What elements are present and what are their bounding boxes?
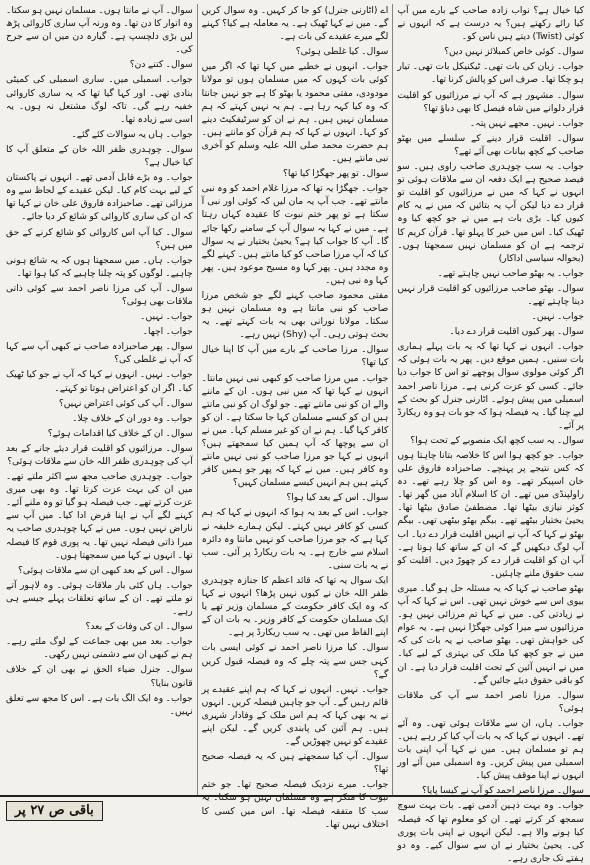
column-right [397, 4, 584, 864]
interview-paragraph: سوال۔ یہ سب کچھ ایک منصوبے کے تحت ہوا؟ [410, 434, 584, 446]
interview-paragraph: مفتی محمود صاحب کہنے لگے جو شخص مرزا صاحب کو نبی مانتا ہے وہ مسلمان نہیں ہو سکتا۔ مولانا نورانی بھی یہ بات کہتے تھے۔ یہ بحث ہوتی رہی۔ آپ (Shy) نہیں رہے۔ [201, 289, 389, 341]
interview-paragraph: سوال۔ مرزا ناصر احمد کو آپ نے کیسا پایا؟ [421, 785, 584, 797]
interview-paragraph: سوال۔ تو پھر جھگڑا کیا تھا؟ [282, 168, 389, 180]
interview-paragraph: سوال۔ چوہدری ظفر اللہ خان کے متعلق آپ کا کیا خیال ہے؟ [6, 143, 193, 169]
interview-paragraph: سوال۔ اس کے بعد کبھی ان سے ملاقات ہوئی؟ [18, 564, 193, 576]
interview-paragraph: جواب۔ ہاں۔ میں سمجھتا ہوں کہ یہ شائع ہونی چاہیے۔ لوگوں کو پتہ چلنا چاہیے کہ کیا ہوا تھا۔ [6, 254, 193, 279]
interview-paragraph: جواب۔ وہ بڑے قابل آدمی تھے۔ انہوں نے پاکستان کے لیے بہت کام کیا۔ لیکن عقیدے کے لحاظ سے وہ مرزائی تھے۔ صاحبزادہ فاروق علی خان نے کہا تھا کہ ان کی ساری کاروائی کو شائع کر دیا جائے۔ [6, 172, 193, 223]
interview-paragraph: جواب۔ ہاں، ان سے ملاقات ہوئی تھی۔ وہ آئے تھے۔ انہوں نے کہا کہ یہ بات آپ کیا کر رہے ہیں۔ ہم تو مسلمان ہیں۔ میں نے کہا آپ اپنی بات اسمبلی میں پیش کریں۔ وہ اسمبلی میں آئے اور انہوں نے اپنا موقف پیش کیا۔ [397, 717, 584, 782]
interview-paragraph: سوال۔ ان کے خلاف کیا اقدامات ہوئے؟ [47, 427, 193, 439]
interview-paragraph: سوال۔ آپ کی کوئی اعتراض نہیں؟ [58, 397, 193, 409]
interview-paragraph: جواب۔ یہ سب چوہدری صاحب راوی ہیں۔ سو فیصد صحیح ہے ایک دفعہ ان سے ملاقات ہوئی تو انہوں نے کہا کہ میں نے مرزائیوں کو اقلیت تو قرار دے دیا لیکن آپ یہ بتائیں کہ میں نے یہ کام کیوں کیا۔ بڑی بات ہے میں نے جو کچھ کیا وہ ٹھیک کیا۔ اس میں خیر کا پہلو تھا۔ قرآن کریم کا ترجمہ ہے ان کو مسلمان نہیں سمجھتا ہوں۔ (بحوالہ سیاسی اداکار) [397, 161, 584, 264]
interview-paragraph: اے (اٹارنی جنرل) کو جا کر کہیں۔ وہ سوال کریں گے۔ میں نے کہا ٹھیک ہے۔ یہ معاملہ ہے کیا؟ کہنے لگے میرے عقیدے کی بات ہے۔ [201, 5, 389, 43]
interview-paragraph: سوال۔ مرزا صاحب کے بارے میں آپ کا اپنا خیال کیا تھا؟ [201, 344, 389, 369]
interview-paragraph: جواب۔ زبان کی بات تھی۔ ٹیکنیکل بات تھی۔ تیار ہو چکا تھا۔ صرف اس کو پالش کرنا تھا۔ [397, 61, 584, 86]
interview-paragraph: جواب۔ میرے نزدیک فیصلہ صحیح تھا۔ جو ختم نبوت کا منکر ہے وہ مسلمان نہیں ہو سکتا۔ یہ سب کا متفقہ فیصلہ تھا۔ اس میں کسی کا اختلاف نہیں تھا۔ [201, 779, 389, 830]
continued-on-label: باقی ص ۲۷ پر [6, 801, 103, 821]
interview-paragraph: سوال۔ ان کی وفات کے بعد؟ [85, 621, 193, 633]
interview-paragraph: کیا خیال ہے؟ نواب زادہ صاحب کے بارے میں آپ کیا رائے رکھتے ہیں؟ یہ درست ہے کہ انہوں نے کوئی (Twist) دیتے ہیں ناس کو۔ [397, 5, 584, 43]
interview-paragraph: جواب۔ وہ بہت ذہین آدمی تھے۔ بات بہت سوچ سمجھ کر کرتے تھے۔ ان کو معلوم تھا کہ فیصلہ کیا ہونے والا ہے۔ لیکن انہوں نے اپنی بات پوری کی۔ یحییٰ بختیار نے ان سے سوال کیے۔ وہ دو ہفتے تک جاری رہے۔ [397, 800, 584, 864]
interview-paragraph: جواب۔ چوہدری صاحب مجھ سے اکثر ملتے تھے۔ میں ان کی بہت عزت کرتا تھا۔ وہ بھی میری عزت کرتے تھے۔ جب فیصلہ ہو گیا تو وہ ملنے آئے۔ کہنے لگے آپ نے اپنا فرض ادا کیا۔ میں آپ سے ناراض نہیں ہوں۔ میں نے کہا چوہدری صاحب یہ میرا ذاتی فیصلہ نہیں تھا۔ یہ پوری قوم کا فیصلہ تھا۔ انہوں نے کہا میں سمجھتا ہوں۔ [6, 471, 193, 561]
interview-paragraph: سوال۔ بھٹو صاحب مرزائیوں کو اقلیت قرار نہیں دینا چاہتے تھے۔ [397, 282, 584, 307]
interview-paragraph: بھٹو صاحب نے کہا کہ یہ مسئلہ حل ہو گیا۔ میری بیوی اس سے خوش نہیں تھی۔ اس نے کہا کہ آپ نے زیادتی کی۔ میں نے کہا تم مرزائی نہیں ہو۔ مرزائیوں سے میرا کوئی جھگڑا نہیں ہے۔ یہ عوام کی خواہش تھی۔ بھٹو صاحب نے یہ بات کی کہ میں نے جو کچھ کیا ملک کی بہتری کے لیے کیا۔ میں نے انہیں آئین کے تحت اقلیت قرار دیا ہے۔ ان کو باقی حقوق دیئے جائیں گے۔ [397, 582, 584, 686]
interview-paragraph: سوال۔ کیا غلطی ہوئی؟ [295, 46, 389, 58]
interview-paragraph: سوال۔ کوئی خاص کمبلائز نہیں دیں؟ [444, 46, 584, 58]
interview-paragraph: ایک سوال یہ تھا کہ قائد اعظم کا جنازہ چوہدری ظفر اللہ خان نے کیوں نہیں پڑھا؟ انہوں نے کہا کہ وہ ایک کافر حکومت کے مسلمان وزیر تھے یا ایک مسلمان حکومت کے کافر وزیر۔ یہ بات ان کے اپنے الفاظ میں تھی۔ یہ سب ریکارڈ پر ہے۔ [201, 574, 389, 639]
page-footer [0, 795, 590, 823]
column-divider [392, 4, 393, 796]
interview-paragraph: جواب۔ نہیں۔ [140, 311, 193, 323]
interview-paragraph: جواب۔ اس کے بعد یہ ہوا کہ انہوں نے کہا کہ ہم کسی کو کافر نہیں کہتے۔ لیکن ہمارے خلیفہ نے کہا ہے کہ جو مرزا صاحب کو نہیں مانتا وہ دائرہ اسلام سے خارج ہے۔ یہ بات ریکارڈ پر آئی۔ سب نے یہ بات سنی۔ [201, 507, 389, 571]
interview-paragraph: جواب۔ نہیں۔ انہوں نے کہا کہ ہم اپنے عقیدے پر قائم رہیں گے۔ آپ جو چاہیں فیصلہ کریں۔ انہوں نے یہ بھی کہا کہ ہم اس ملک کے وفادار شہری ہیں۔ ہم آئین کی پابندی کریں گے۔ لیکن اپنے عقیدے کو نہیں چھوڑیں گے۔ [201, 683, 389, 748]
interview-paragraph: سوال۔ مشہور ہے کہ آپ نے مرزائیوں کو اقلیت قرار دلوانے میں شاہ فیصل کا بھی دباؤ تھا؟ [397, 89, 584, 114]
interview-paragraph: سوال۔ جنرل ضیاء الحق نے بھی ان کے خلاف قانون بنایا؟ [6, 664, 193, 689]
interview-paragraph: سوال۔ پھر کیوں اقلیت قرار دے دیا۔ [449, 326, 584, 338]
interview-paragraph: جواب۔ انہوں نے خطبے میں کہا تھا کہ اگر میں کوئی بات کہوں کہ میں مسلمان ہوں تو مولانا مودودی، مفتی محمود یا بھٹو کا ہے جو نہیں جانتا کہ وہ کیا کہہ رہا ہے۔ ہم یہ نہیں کہتے کہ ہم مسلمان نہیں ہیں۔ ہم نے ان کو سرٹیفکیٹ دینے کو کہا۔ انہوں نے کہا کہ ہم قرآن کو مانتے ہیں۔ ہم حضرت محمد صلی اللہ علیہ وسلم کو آخری نبی مانتے ہیں۔ [201, 61, 389, 165]
interview-paragraph: جواب۔ میں مرزا صاحب کو کبھی نبی نہیں مانتا۔ انہوں نے کہا تھا کہ میں نبی ہوں۔ ان کے ماننے والے ان کو نبی مانتے تھے۔ جو لوگ ان کو نبی مانتے ہیں ان کو کیسے مسلمان کہا جا سکتا ہے۔ ان کو کافر کہا گیا۔ ہم نے ان کو غیر مسلم کہا۔ میں نے ان سے پوچھا کہ آپ ہمیں کیا سمجھتے ہیں؟ انہوں نے کہا جو مرزا صاحب کو نبی نہیں مانتے وہ کافر ہیں۔ میں نے کہا کہ پھر جو ہمیں کافر کہتے ہیں ہم انہیں کیسے مسلمان کہیں؟ [201, 372, 389, 489]
interview-paragraph: جواب۔ انہوں نے کہا تھا کہ یہ بات پہلے ہماری بات سنیں۔ ہمیں موقع دیں۔ پھر یہ بات ہوئی کہ اگر کوئی مولوی سوال پوچھے تو اس کا جواب دیا جائے۔ کسی کو عزت کرنی ہے۔ مرزا ناصر احمد اسمبلی میں پیش ہوئے۔ اٹارنی جنرل کو بحث کے لیے چنا گیا۔ یہ فیصلہ ہوا کہ جو بات ہو وہ ریکارڈ پر آئے۔ [397, 341, 584, 431]
interview-paragraph: سوال۔ کتنے دن؟ [129, 59, 193, 71]
interview-paragraph: سوال۔ اس کے بعد کیا ہوا؟ [286, 492, 389, 504]
interview-paragraph: جواب۔ اسمبلی میں۔ ساری اسمبلی کی کمیٹی بنادی تھی۔ اور کہا گیا تھا کہ یہ ساری کاروائی خفیہ رہے گی۔ تاکہ لوگ مشتعل نہ ہوں۔ یہ اسی سے زیادہ تھا۔ [6, 74, 193, 125]
interview-paragraph: سوال۔ پھر صاحبزادہ صاحب نے کبھی آپ سے کہا کہ آپ نے غلطی کی؟ [6, 341, 193, 366]
interview-paragraph: سوال۔ اقلیت قرار دینے کے سلسلے میں بھٹو صاحب کے کچھ بیانات بھی آئے تھے؟ [397, 132, 584, 157]
interview-paragraph: جواب۔ وہ ایک الگ بات ہے۔ اس کا مجھ سے تعلق نہیں۔ [6, 692, 193, 717]
interview-paragraph: سوال۔ مرزائیوں کو اقلیت قرار دیئے جانے کے بعد آپ کی چوہدری ظفر اللہ خان سے ملاقات ہوئی؟ [6, 442, 193, 467]
interview-paragraph: جواب۔ یہ بھٹو صاحب نہیں چاہتے تھے۔ [437, 267, 584, 279]
interview-paragraph: جواب۔ ہاں کئی بار ملاقات ہوئی۔ وہ لاہور آتے تو ملتے تھے۔ ان کے ساتھ تعلقات پہلے جیسے ہی رہے۔ [6, 579, 193, 618]
interview-paragraph: جواب۔ جھگڑا یہ تھا کہ مرزا غلام احمد کو وہ نبی مانتے تھے۔ جب آپ یہ مان لیں کہ کوئی اور نبی آ سکتا ہے تو پھر ختم نبوت کا عقیدہ کہاں رہتا ہے۔ میں نے کہا یہ سوال آپ کے سامنے رکھا جائے گا۔ آپ کا جواب کیا ہے؟ یحییٰ بختیار نے یہ سوال کیا کہ آپ مرزا صاحب کو کیا مانتے ہیں۔ کہنے لگے وہ مجدد ہیں۔ پھر کہا وہ مسیح موعود ہیں۔ پھر کہا وہ نبی ہیں۔ [201, 183, 389, 286]
interview-paragraph: جواب۔ جو کچھ ہوا اس کا خلاصہ بتانا چاہتا ہوں کہ کس نتیجے پر پہنچے۔ صاحبزادہ فاروق علی خان اسپیکر تھے۔ وہ اس کو چلا رہے تھے۔ دہ راولپنڈی میں تھے۔ ان کا اسلام آباد میں گھر تھا۔ کوثر نیازی بیٹھا تھا۔ مصطفیٰ صادق بیٹھا تھا۔ یحییٰ بختیار بیٹھے تھے۔ بیگم بھٹو بیٹھی تھی۔ بیگم بھٹو نے کہا کہ آپ نے انہیں اقلیت قرار دے دیا۔ اب آپ لوگ دیکھیں گے کہ ان کے ساتھ کیا ہوتا ہے۔ آپ ان کو اقلیت قرار دے کر چھوڑ دیں۔ اقلیت کو سب حقوق ملنے چاہئیں۔ [397, 450, 584, 579]
interview-paragraph: سوال۔ کیا آپ اس کاروائی کو شائع کرنے کے حق میں ہیں؟ [6, 226, 193, 251]
interview-paragraph: سوال۔ آپ کی مرزا ناصر احمد سے کوئی ذاتی ملاقات بھی ہوئی؟ [6, 282, 193, 307]
column-divider [197, 4, 198, 796]
interview-paragraph: سوال۔ مرزا ناصر احمد سے آپ کی ملاقات ہوئی؟ [397, 689, 584, 714]
interview-paragraph: سوال۔ آپ کیا سمجھتے ہیں کہ یہ فیصلہ صحیح تھا؟ [201, 751, 389, 776]
interview-paragraph: جواب۔ اچھا۔ [142, 326, 193, 338]
interview-paragraph: جواب۔ نہیں۔ مجھے نہیں پتہ۔ [469, 117, 584, 129]
interview-paragraph: جواب۔ ہاں یہ سوالات کئے گئے۔ [71, 128, 193, 140]
interview-paragraph: سوال۔ آپ نے مانتا ہوں۔ مسلمان نہیں ہو سکتا۔ وہ اتوار کا دن تھا۔ وہ ورنہ آپ ساری کاروائی پڑھ لیں بڑی دلچسپ ہے۔ گیارہ دن میں ان سے جرح کی۔ [5, 5, 193, 56]
column-middle [201, 4, 389, 830]
column-left [6, 4, 193, 796]
interview-paragraph: جواب۔ نہیں۔ انہوں نے کہا کہ آپ نے جو کیا ٹھیک کیا۔ اگر ان کو اعتراض ہوتا تو کہتے۔ [6, 369, 193, 394]
interview-paragraph: جواب۔ وہ دور ان کے خلاف چلا۔ [72, 412, 193, 424]
interview-paragraph: سوال۔ کیا مرزا ناصر احمد نے کوئی ایسی بات کہی جس سے پتہ چلے کہ وہ فیصلہ قبول کریں گے؟ [201, 642, 389, 680]
interview-paragraph: جواب۔ بعد میں بھی جماعت کے لوگ ملتے رہے۔ ہم نے کبھی ان سے دشمنی نہیں رکھی۔ [6, 636, 193, 661]
interview-paragraph: جواب۔ نہیں۔ [531, 311, 584, 323]
